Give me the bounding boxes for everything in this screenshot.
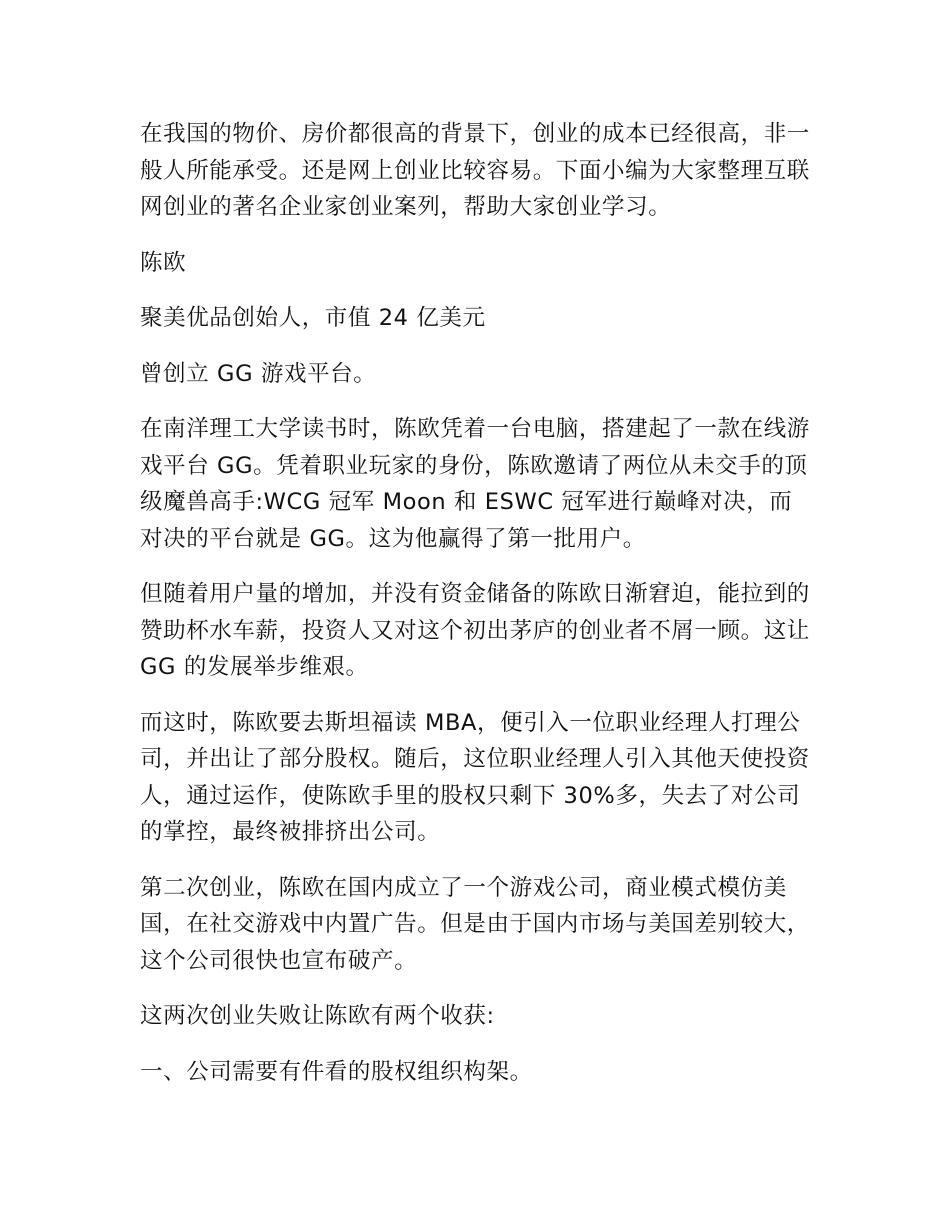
lesson-one: 一、公司需要有件看的股权组织构架。 xyxy=(140,1058,533,1085)
person-name: 陈欧 xyxy=(140,249,187,276)
story-paragraph-funding: 但随着用户量的增加，并没有资金储备的陈欧日渐窘迫，能拉到的赞助杯水车薪，投资人又对这个初出茅庐的创业者不屑一顾。这让 GG 的发展举步维艰。 xyxy=(140,581,810,680)
person-background: 曾创立 GG 游戏平台。 xyxy=(140,360,377,387)
story-paragraph-gg-platform: 在南洋理工大学读书时，陈欧凭着一台电脑，搭建起了一款在线游戏平台 GG。凭着职业玩家的身份，陈欧邀请了两位从未交手的顶级魔兽高手:WCG 冠军 Moon 和 ESWC 冠军进行巅峰对决，而对决的平台就是 GG。这为他赢得了第一批用户。 xyxy=(140,416,810,552)
person-title: 聚美优品创始人，市值 24 亿美元 xyxy=(140,305,486,331)
document-body xyxy=(140,116,815,1109)
story-paragraph-second-startup: 第二次创业，陈欧在国内成立了一个游戏公司，商业模式模仿美国，在社交游戏中内置广告。但是由于国内市场与美国差别较大，这个公司很快也宣布破产。 xyxy=(140,874,810,974)
lessons-intro: 这两次创业失败让陈欧有两个收获: xyxy=(140,1003,495,1029)
story-paragraph-mba: 而这时，陈欧要去斯坦福读 MBA，便引入一位职业经理人打理公司，并出让了部分股权。随后，这位职业经理人引入其他天使投资人，通过运作，使陈欧手里的股权只剩下 30%多，失去了对公司的掌控，最终被排挤出公司。 xyxy=(140,709,810,845)
intro-paragraph: 在我国的物价、房价都很高的背景下，创业的成本已经很高，非一般人所能承受。还是网上创业比较容易。下面小编为大家整理互联网创业的著名企业家创业案列，帮助大家创业学习。 xyxy=(140,121,810,220)
